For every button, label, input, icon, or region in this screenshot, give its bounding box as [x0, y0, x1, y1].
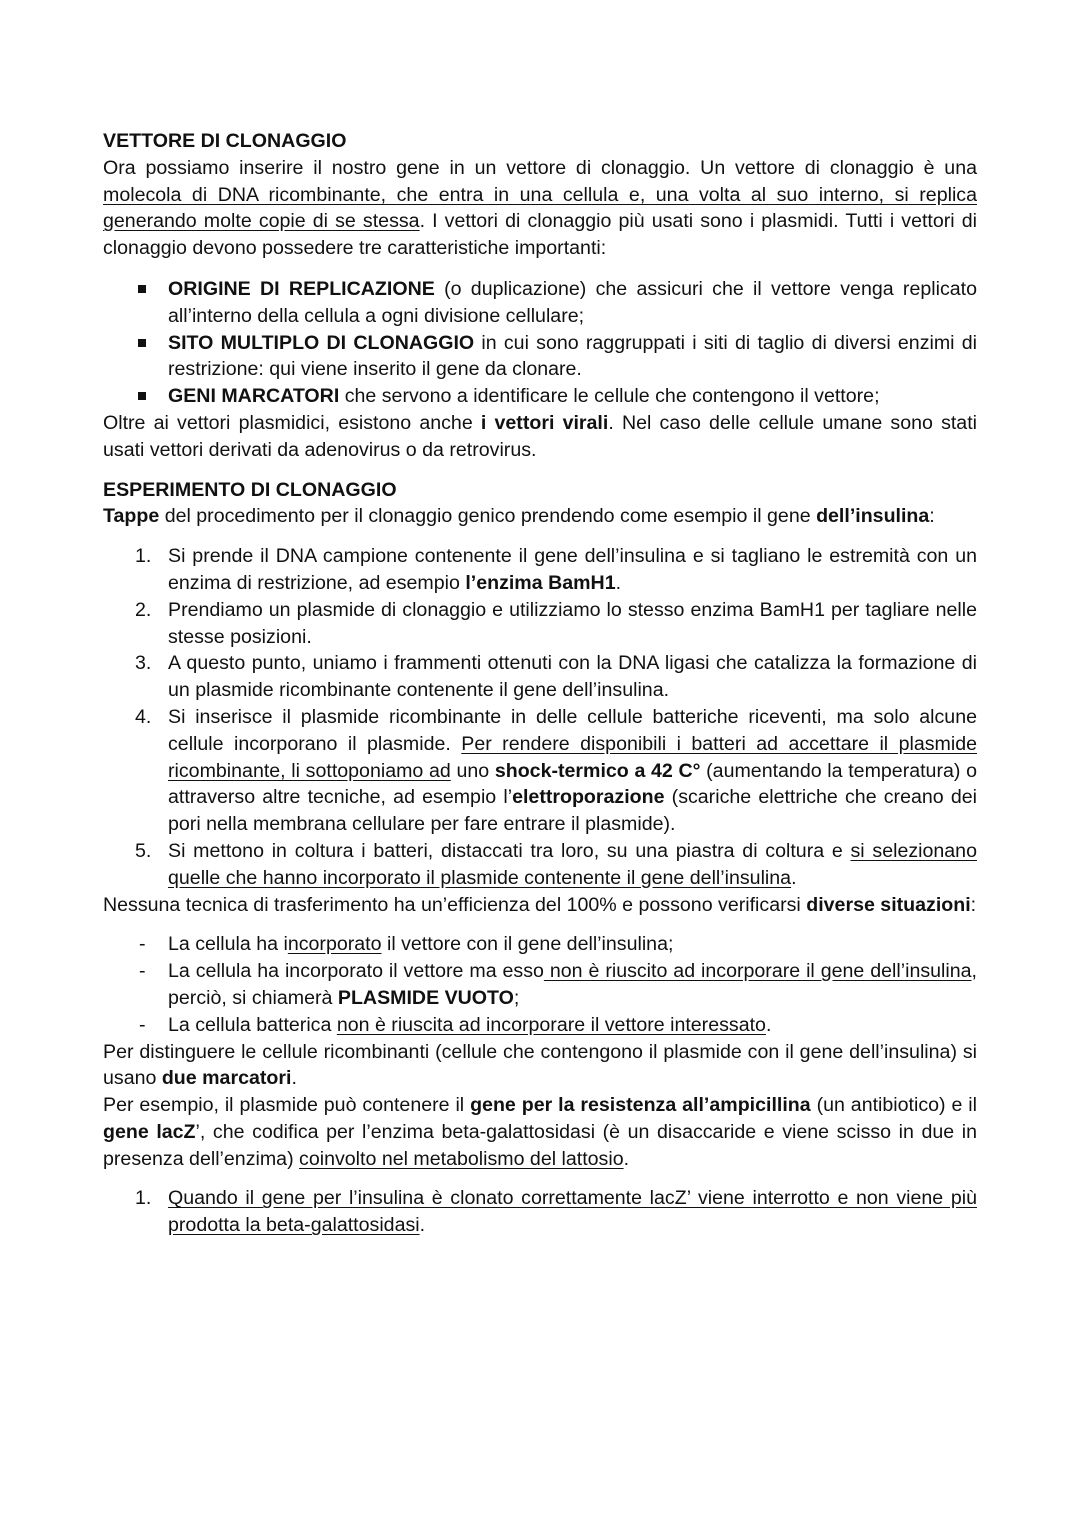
paragraph-vettore-intro: Ora possiamo inserire il nostro gene in un vettore di clonaggio. Un vettore di clonaggio è una molecola di DNA ricombinante, che entra in una cellula e, una volta al suo interno, si replica generando molte copie di se stessa. I vettori di clonaggio più usati sono i plasmidi. Tutti i vettori di clonaggio devono possedere tre caratteristiche importanti:: [103, 156, 977, 260]
paragraph-esempio-plasmide: Per esempio, il plasmide può contenere il gene per la resistenza all’ampicillina (un antibiotico) e il gene lacZ’, che codifica per l’enzima beta-galattosidasi (è un disaccaride e viene scisso in due in presenza dell’enzima) coinvolto nel metabolismo del lattosio.: [103, 1094, 977, 1170]
bullet-item: ORIGINE DI REPLICAZIONE (o duplicazione) che assicuri che il vettore venga replicato all’interno della cellula a ogni divisione cellulare;: [103, 276, 977, 330]
document-page: [103, 128, 977, 1239]
section-title-vettore: VETTORE DI CLONAGGIO: [103, 130, 347, 152]
list-item: 1. Si prende il DNA campione contenente il gene dell’insulina e si tagliano le estremità con un enzima di restrizione, ad esempio l’enzima BamH1.: [135, 545, 977, 594]
steps-numbered-list: [103, 543, 977, 891]
paragraph-marcatori: Per distinguere le cellule ricombinanti (cellule che contengono il plasmide con il gene dell’insulina) si usano due marcatori.: [103, 1040, 977, 1090]
bullet-item: GENI MARCATORI che servono a identificare le cellule che contengono il vettore;: [103, 383, 977, 410]
paragraph-tappe-intro: Tappe del procedimento per il clonaggio genico prendendo come esempio il gene dell’insulina:: [103, 505, 935, 528]
paragraph-situazioni: Nessuna tecnica di trasferimento ha un’efficienza del 100% e possono verificarsi diverse situazioni:: [103, 893, 977, 916]
list-item: 1. Quando il gene per l’insulina è clonato correttamente lacZ’ viene interrotto e non viene più prodotta la beta-galattosidasi.: [135, 1187, 977, 1237]
square-bullet-icon: [138, 392, 146, 400]
square-bullet-icon: [138, 339, 146, 347]
list-item: - La cellula batterica non è riuscita ad incorporare il vettore interessato.: [139, 1013, 772, 1036]
list-item: 5. Si mettono in coltura i batteri, distaccati tra loro, su una piastra di coltura e si selezionano quelle che hanno incorporato il plasmide contenente il gene dell’insulina.: [135, 839, 977, 889]
section-title-esperimento: ESPERIMENTO DI CLONAGGIO: [103, 478, 397, 501]
square-bullet-icon: [138, 285, 146, 293]
list-item: - La cellula ha incorporato il vettore ma esso non è riuscito ad incorporare il gene dell’insulina, perciò, si chiamerà PLASMIDE VUOTO;: [139, 960, 977, 1009]
situations-dash-list: [103, 931, 977, 1038]
list-item: 2. Prendiamo un plasmide di clonaggio e utilizziamo lo stesso enzima BamH1 per tagliare nelle stesse posizioni.: [135, 598, 977, 648]
list-item: 3. A questo punto, uniamo i frammenti ottenuti con la DNA ligasi che catalizza la formazione di un plasmide ricombinante contenente il gene dell’insulina.: [135, 652, 977, 702]
list-item: 4. Si inserisce il plasmide ricombinante in delle cellule batteriche riceventi, ma solo alcune cellule incorporano il plasmide. Per rendere disponibili i batteri ad accettare il plasmide ricombinante, li sottoponiamo ad uno shock-termico a 42 C° (aumentando la temperatura) o attraverso altre tecniche, ad esempio l’elettroporazione (scariche elettriche che creano dei pori nella membrana cellulare per fare entrare il plasmide).: [135, 705, 977, 836]
list-item: - La cellula ha incorporato il vettore con il gene dell’insulina;: [139, 933, 674, 956]
paragraph-vettori-virali: Oltre ai vettori plasmidici, esistono anche i vettori virali. Nel caso delle cellule umane sono stati usati vettori derivati da adenovirus o da retrovirus.: [103, 411, 978, 461]
underlined-text: molecola di DNA ricombinante, che entra in una cellula e, una volta al suo interno, si replica generando molte copie di se stessa: [103, 183, 977, 233]
final-numbered-list: [103, 1185, 977, 1239]
feature-bullet-list: [103, 276, 977, 410]
bullet-item: SITO MULTIPLO DI CLONAGGIO in cui sono raggruppati i siti di taglio di diversi enzimi di restrizione: qui viene inserito il gene da clonare.: [103, 330, 977, 384]
